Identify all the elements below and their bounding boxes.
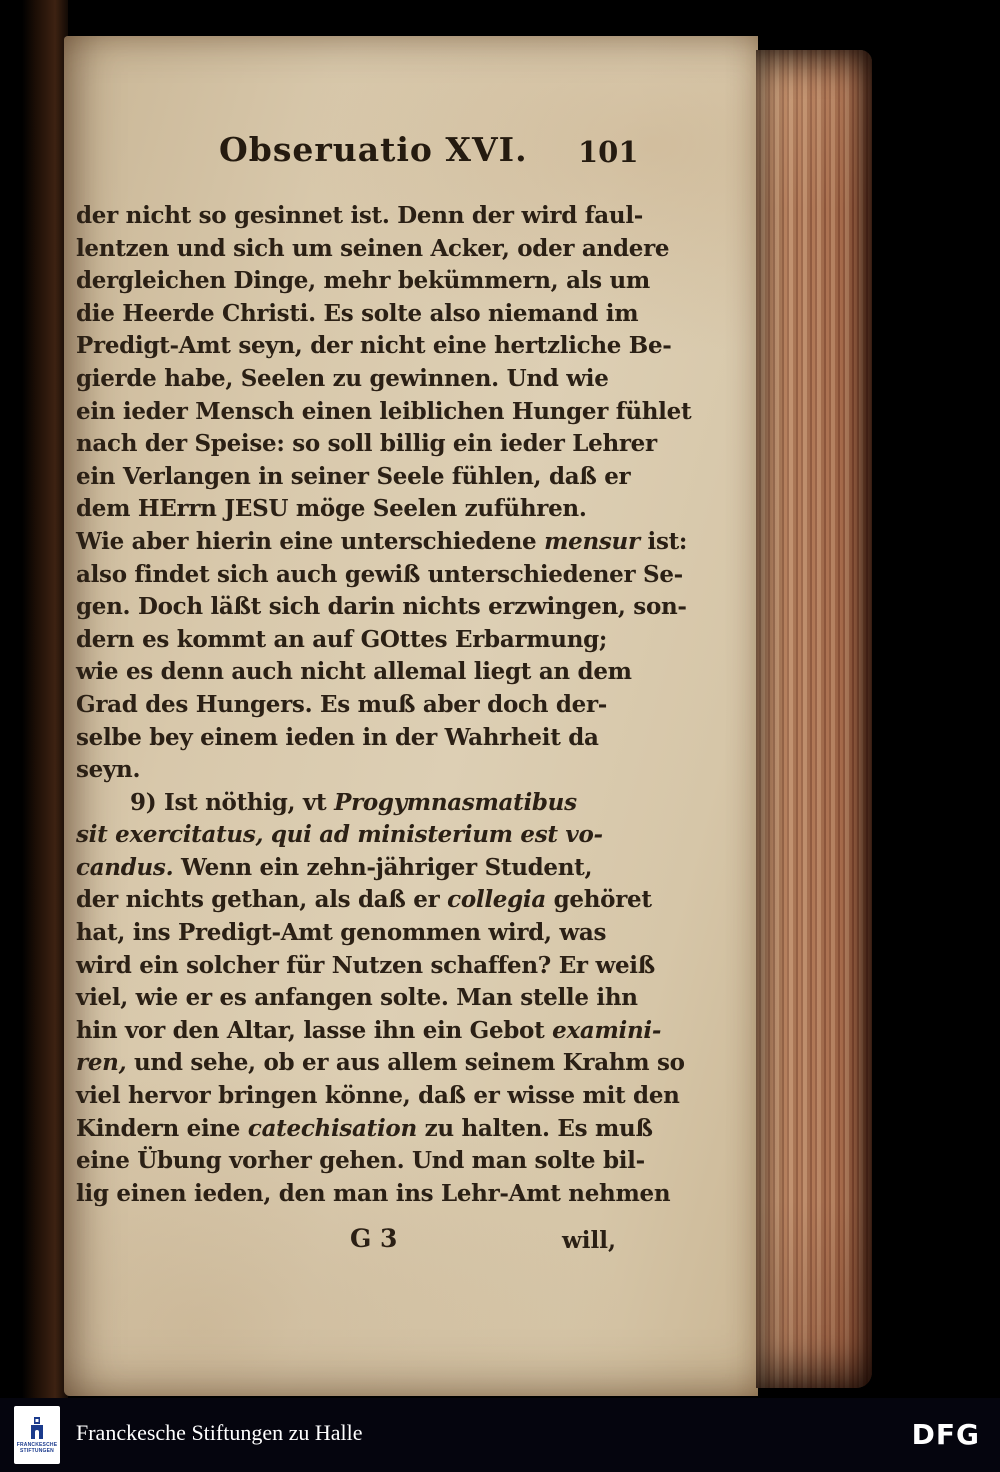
text-line <box>76 1178 671 1211</box>
antiqua-text: mensur <box>544 527 640 555</box>
text-line <box>76 884 656 917</box>
text-line <box>76 754 656 787</box>
fraktur-text: eine Übung vorher gehen. Und man solte bil- <box>76 1147 645 1175</box>
fraktur-text: lentzen und sich um seinen Acker, oder andere <box>76 234 670 262</box>
text-line <box>76 330 672 363</box>
text-line <box>76 852 656 885</box>
fraktur-text: gierde habe, Seelen zu gewinnen. Und wie <box>76 364 609 392</box>
fraktur-text: lig einen ieden, den man ins Lehr-Amt nehmen <box>76 1179 671 1207</box>
fraktur-text: selbe bey einem ieden in der Wahrheit da <box>76 723 599 751</box>
fraktur-text: viel hervor bringen könne, daß er wisse mit den <box>76 1082 680 1110</box>
institution-name: Franckesche Stiftungen zu Halle <box>76 1420 363 1445</box>
text-line <box>76 396 692 429</box>
book-spine <box>22 0 68 1402</box>
fraktur-text: Grad des Hungers. Es muß aber doch der- <box>76 690 608 718</box>
text-line <box>76 461 656 494</box>
antiqua-text: candus. <box>76 853 174 881</box>
text-line <box>76 1145 656 1178</box>
fraktur-text: hin vor den Altar, lasse ihn ein Gebot <box>76 1016 553 1044</box>
body-text <box>76 200 692 1210</box>
text-line <box>76 656 656 689</box>
fraktur-text: und sehe, ob er aus allem seinem Krahm so <box>126 1049 685 1077</box>
text-line <box>76 787 656 820</box>
text-line <box>76 917 656 950</box>
fraktur-text: wird ein solcher für Nutzen schaffen? Er weiß <box>76 951 655 979</box>
text-line <box>76 591 687 624</box>
fraktur-text: gen. Doch läßt sich darin nichts erzwingen, son- <box>76 593 687 621</box>
text-line <box>76 819 656 852</box>
fraktur-text: dem HErrn JESU möge Seelen zuführen. <box>76 495 587 523</box>
fraktur-text: Wenn ein zehn-jähriger Student, <box>173 853 593 881</box>
text-line <box>76 722 656 755</box>
fraktur-text: hat, ins Predigt-Amt genommen wird, was <box>76 919 607 947</box>
text-line <box>76 200 656 233</box>
fraktur-text: der nicht so gesinnet ist. Denn der wird faul- <box>76 202 644 229</box>
text-line <box>76 624 656 657</box>
text-line <box>76 428 656 461</box>
text-line <box>76 1015 662 1048</box>
logo-text-line2: STIFTUNGEN <box>20 1448 54 1454</box>
fraktur-text: zu halten. Es muß <box>416 1114 653 1142</box>
fraktur-text: die Heerde Christi. Es solte also niemand im <box>76 299 639 327</box>
fraktur-text: Kindern eine <box>76 1114 248 1142</box>
running-title: Obseruatio XVI. <box>219 130 528 169</box>
text-line <box>76 1047 685 1080</box>
fraktur-text: Predigt-Amt seyn, der nicht eine hertzliche Be- <box>76 332 672 360</box>
antiqua-text: collegia <box>447 886 546 914</box>
fraktur-text: also findet sich auch gewiß unterschiedener Se- <box>76 560 683 588</box>
catchword: will, <box>562 1227 617 1254</box>
fraktur-text: dern es kommt an auf GOttes Erbarmung; <box>76 625 608 653</box>
text-line <box>76 982 656 1015</box>
dfg-logo: DFG <box>911 1418 980 1451</box>
page-number: 101 <box>578 135 639 169</box>
page-edges <box>756 50 872 1388</box>
antiqua-text: catechisation <box>247 1114 417 1142</box>
text-line <box>76 1080 680 1113</box>
antiqua-text: ren, <box>76 1049 127 1077</box>
fraktur-text: ein Verlangen in seiner Seele fühlen, daß er <box>76 462 631 490</box>
text-line <box>76 1113 656 1146</box>
logo-text <box>17 1442 58 1454</box>
signature-mark: G 3 <box>350 1224 398 1253</box>
logo-text-line1: FRANCKESCHE <box>16 1442 58 1448</box>
antiqua-text: sit exercitatus, qui ad ministerium est vo- <box>76 821 603 849</box>
text-line <box>76 526 688 559</box>
text-line <box>76 363 656 396</box>
fraktur-text: seyn. <box>76 756 141 784</box>
text-line <box>76 298 656 331</box>
fraktur-text: wie es denn auch nicht allemal liegt an dem <box>76 658 632 686</box>
fraktur-text: gehöret <box>545 886 652 914</box>
antiqua-text: Progymnasmatibus <box>334 788 577 816</box>
text-line <box>76 493 656 526</box>
fraktur-text: der nichts gethan, als daß er <box>76 886 448 914</box>
text-line <box>76 233 670 266</box>
text-line <box>76 559 683 592</box>
text-line <box>76 265 656 298</box>
fraktur-text: 9) Ist nöthig, vt <box>130 788 335 816</box>
book-page <box>64 36 758 1396</box>
fraktur-text: ein ieder Mensch einen leiblichen Hunger fühlet <box>76 397 692 425</box>
footer-bar <box>0 1398 1000 1472</box>
text-line <box>76 689 656 722</box>
fraktur-text: dergleichen Dinge, mehr bekümmern, als um <box>76 267 650 295</box>
text-line <box>76 950 656 983</box>
fraktur-text: Wie aber hierin eine unterschiedene <box>76 527 545 555</box>
building-icon <box>27 1416 47 1440</box>
fraktur-text: viel, wie er es anfangen solte. Man stelle ihn <box>76 984 638 1012</box>
antiqua-text: examini- <box>552 1016 662 1044</box>
fraktur-text: nach der Speise: so soll billig ein ieder Lehrer <box>76 430 657 458</box>
franckesche-logo <box>14 1406 60 1464</box>
fraktur-text: ist: <box>639 527 688 555</box>
